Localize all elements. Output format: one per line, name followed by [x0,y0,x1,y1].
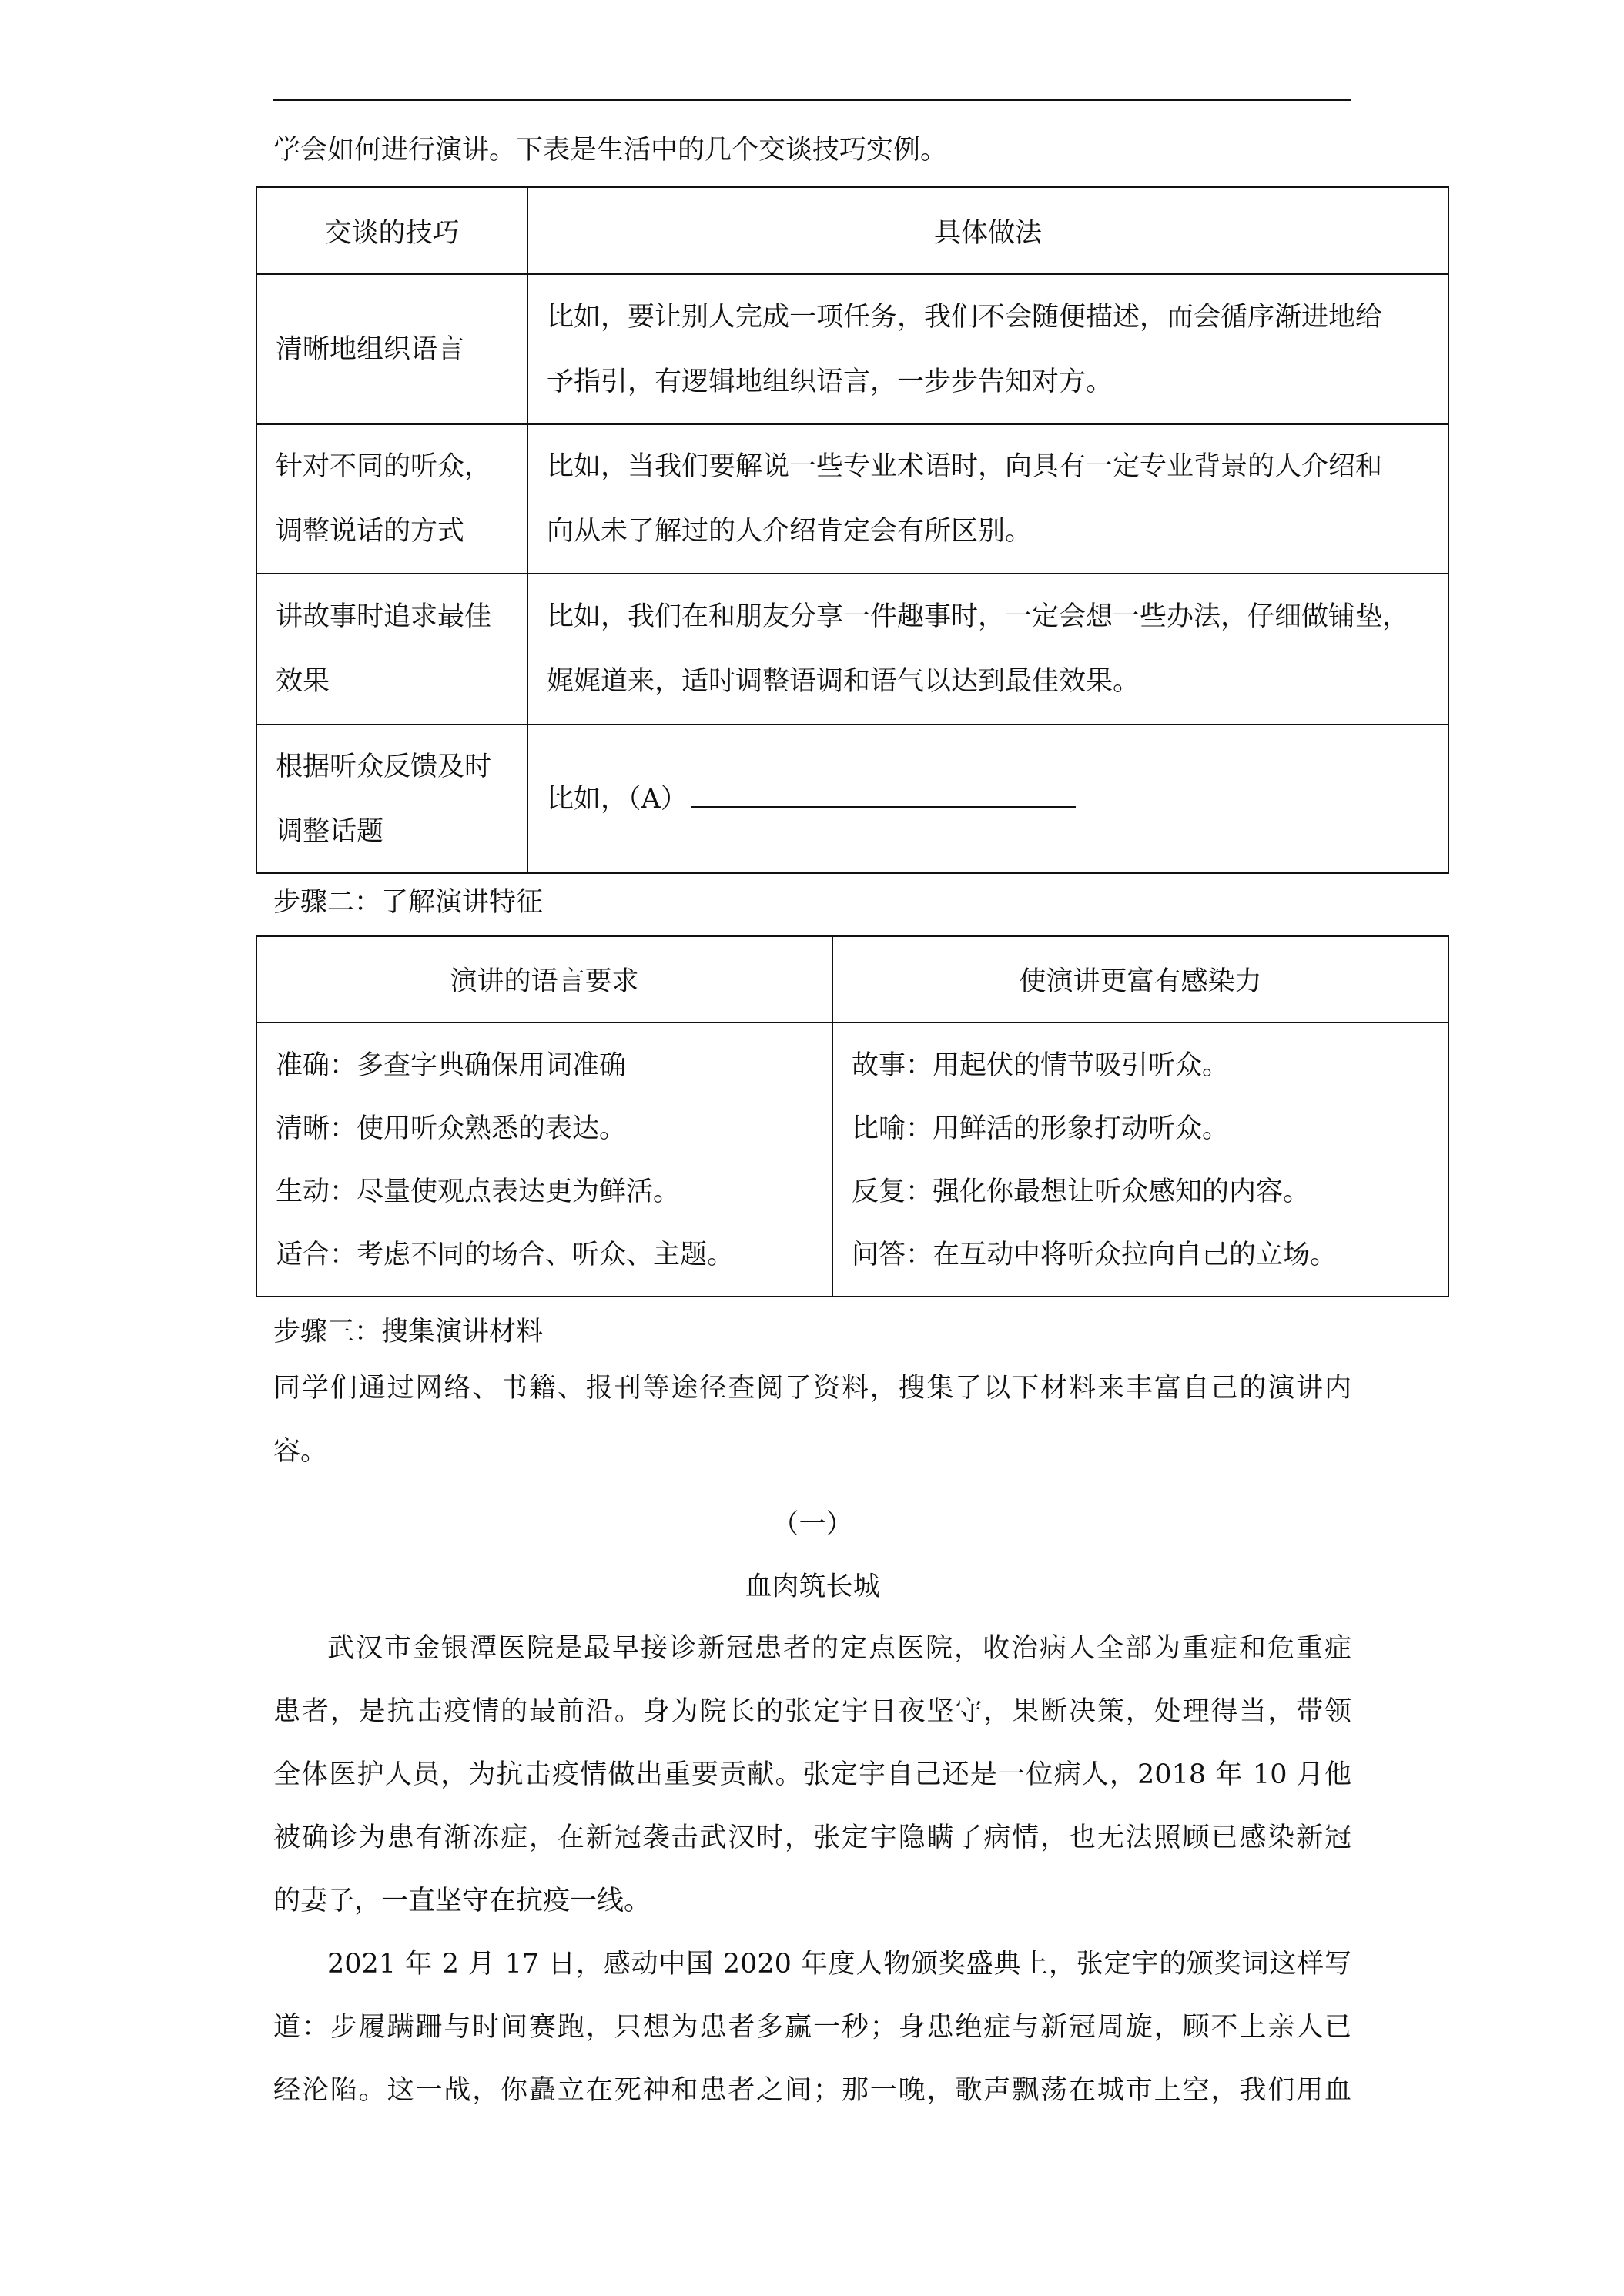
answer-blank-a[interactable] [691,783,1076,808]
table-row [256,725,1448,873]
skill-cell: 针对不同的听众， 调整说话的方式 [256,424,527,574]
list-item: 清晰：使用听众熟悉的表达。 [276,1113,627,1144]
step3-title: 步骤三：搜集演讲材料 [273,1317,544,1347]
table-row [256,574,1448,725]
header-language-requirements: 演讲的语言要求 [256,936,832,1022]
list-item: 故事：用起伏的情节吸引听众。 [852,1050,1230,1081]
speech-features-table [256,935,1449,1297]
skills-table-header [256,187,1448,274]
skill-cell: 清晰地组织语言 [256,274,527,424]
skill-cell: 根据听众反馈及时 调整话题 [256,725,527,873]
header-method: 具体做法 [527,187,1448,274]
header-skill: 交谈的技巧 [256,187,527,274]
step3-body: 同学们通过网络、书籍、报刊等途径查阅了资料，搜集了以下材料来丰富自己的演讲内 容。 [273,1373,1351,1467]
section-number: （一） [772,1509,853,1540]
table-row [256,274,1448,424]
table-row [256,424,1448,574]
method-cell: 比如，我们在和朋友分享一件趣事时，一定会想一些办法，仔细做铺垫， 娓娓道来，适时调整语调和语气以达到最佳效果。 [527,574,1448,725]
step2-title: 步骤二：了解演讲特征 [273,887,544,918]
skill-cell: 讲故事时追求最佳 效果 [256,574,527,725]
table-row [256,1022,1448,1297]
speech-table-header [256,936,1448,1022]
method-cell: 比如，当我们要解说一些专业术语时，向具有一定专业背景的人介绍和 向从未了解过的人介绍肯定会有所区别。 [527,424,1448,574]
method-text: 比如，（A） [547,783,688,815]
language-requirements-list [256,1022,832,1297]
list-item: 反复：强化你最想让听众感知的内容。 [852,1176,1311,1207]
article-title: 血肉筑长城 [745,1571,880,1602]
list-item: 准确：多查字典确保用词准确 [276,1050,627,1081]
skills-table [256,186,1449,874]
intro-line: 学会如何进行演讲。下表是生活中的几个交谈技巧实例。 [273,135,948,166]
list-item: 适合：考虑不同的场合、听众、主题。 [276,1240,735,1270]
paragraph-1: 武汉市金银潭医院是最早接诊新冠患者的定点医院，收治病人全部为重症和危重症 患者，是抗击疫情的最前沿。身为院长的张定宇日夜坚守，果断决策，处理得当，带领 全体医护人员，为抗击疫情做出重要贡献。张定宇自己还是一位病人，2018 年 10 月他 被确诊为患有渐冻症，在新冠袭击武汉时，张定宇隐瞒了病情，也无法照顾已感染新冠 的妻子，一直坚守在抗疫一线。 [273,1633,1351,1916]
list-item: 问答：在互动中将听众拉向自己的立场。 [852,1240,1338,1270]
header-appeal: 使演讲更富有感染力 [832,936,1448,1022]
paragraph-2: 2021 年 2 月 17 日，感动中国 2020 年度人物颁奖盛典上，张定宇的颁奖词这样写 道：步履蹒跚与时间赛跑，只想为患者多赢一秒；身患绝症与新冠周旋，顾不上亲人已 经沦陷。这一战，你矗立在死神和患者之间；那一晚，歌声飘荡在城市上空，我们用血 [273,1949,1351,2106]
method-cell: 比如，要让别人完成一项任务，我们不会随便描述，而会循序渐进地给 予指引，有逻辑地组织语言，一步步告知对方。 [527,274,1448,424]
header-rule [273,99,1351,101]
list-item: 比喻：用鲜活的形象打动听众。 [852,1113,1230,1144]
appeal-list [832,1022,1448,1297]
method-cell [527,725,1448,873]
list-item: 生动：尽量使观点表达更为鲜活。 [276,1176,681,1207]
